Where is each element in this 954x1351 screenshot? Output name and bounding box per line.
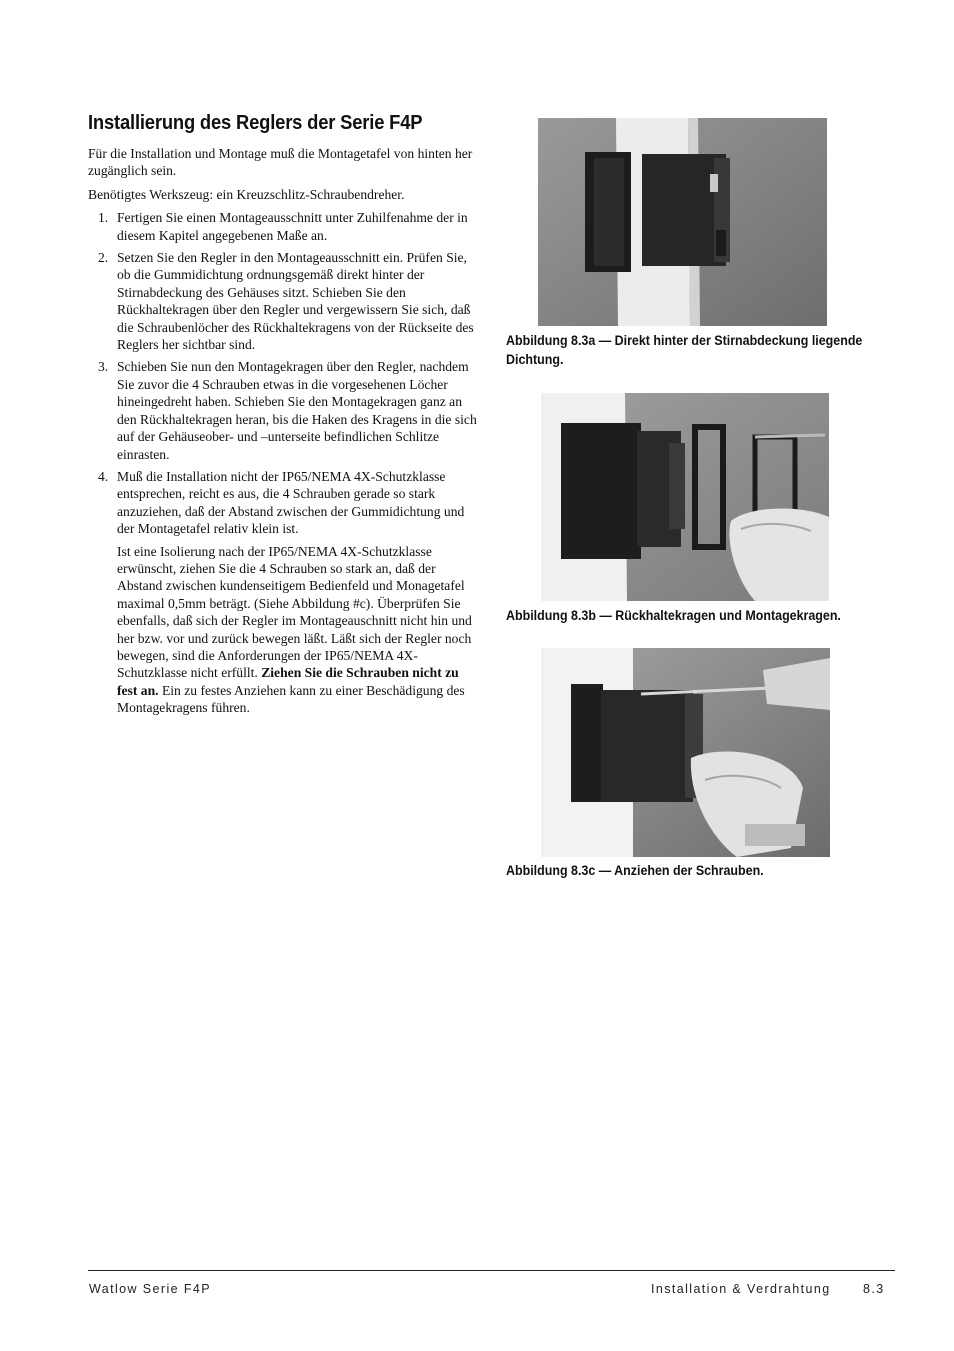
footer-right: Installation & Verdrahtung — [651, 1282, 831, 1296]
step-item — [98, 468, 480, 538]
figure-8-3a-caption: Abbildung 8.3a — Direkt hinter der Stirnabdeckung liegende Dichtung. — [506, 333, 863, 367]
step-number: 4. — [98, 468, 109, 484]
step-number: 3. — [98, 359, 109, 375]
collars-photo-illustration — [541, 393, 829, 601]
gasket-photo-illustration — [538, 118, 827, 326]
intro-paragraph: Für die Installation und Montage muß die Montagetafel von hinten her zugänglich sein. — [88, 146, 473, 179]
figure-8-3c-photo — [541, 648, 830, 857]
figure-8-3b-caption: Abbildung 8.3b — Rückhaltekragen und Montagekragen. — [506, 608, 841, 623]
step-item — [98, 358, 480, 462]
page-number: 8.3 — [863, 1282, 885, 1296]
installation-steps — [88, 209, 480, 537]
page-title: Installierung des Reglers der Serie F4P — [88, 112, 423, 134]
step-item — [98, 209, 480, 244]
step-item — [98, 249, 480, 353]
step-number: 1. — [98, 210, 109, 226]
step-text: Setzen Sie den Regler in den Montageausschnitt ein. Prüfen Sie, ob die Gummidichtung ordnungsgemäß direkt hinter der Stirnabdeckung des Gehäuses sitzt. Schieben Sie den Rückhaltekragen über den Regler und vergewissern Sie sich, daß die Schraubenlöcher des Rückhaltekragens von der Rückseite des Reglers her sichtbar sind. — [117, 250, 474, 353]
step-4-extra-text: Ist eine Isolierung nach der IP65/NEMA 4X-Schutzklasse erwünscht, ziehen Sie die 4 Schrauben so stark an, daß der Abstand zwischen kundenseitigem Bedienfeld und Monagetafel maximal 0,5mm beträgt. (Siehe Abbildung #c). Überprüfen Sie ebenfalls, daß sich der Regler im Montageauschnitt nicht hin und her bzw. vor und zurück bewegen läßt. Läßt sich der Regler noch bewegen, sind die Anforderungen der IP65/NEMA 4X-Schutzklasse nicht erfüllt. — [117, 543, 472, 681]
footer-left: Watlow Serie F4P — [89, 1282, 211, 1296]
step-text: Schieben Sie nun den Montagekragen über den Regler, nachdem Sie zuvor die 4 Schrauben etwas in die vorgesehenen Löcher hineingedreht haben. Schieben Sie den Montagekragen ganz an den Rückhaltekragen heran, bis die Haken des Kragens in die sich auf der Gehäuseober- und –unterseite befindlichen Schlitze einrasten. — [117, 359, 477, 462]
figure-8-3c-caption: Abbildung 8.3c — Anziehen der Schrauben. — [506, 863, 764, 878]
warning-bold-text: Ziehen Sie die Schrauben nicht zu fest an. — [117, 665, 459, 698]
figure-8-3a-photo — [538, 118, 827, 326]
footer-divider — [88, 1270, 895, 1271]
step-text: Fertigen Sie einen Montageausschnitt unter Zuhilfenahme der in diesem Kapitel angegebenen Maße an. — [117, 210, 468, 243]
step-4-extra-paragraph — [88, 543, 480, 717]
step-4-extra-text-end: Ein zu festes Anziehen kann zu einer Beschädigung des Montagekragens führen. — [117, 682, 465, 716]
step-number: 2. — [98, 250, 109, 266]
screwdriver-photo-illustration — [541, 648, 830, 857]
step-text: Muß die Installation nicht der IP65/NEMA 4X-Schutzklasse entsprechen, reicht es aus, die 4 Schrauben gerade so stark anzuziehen, daß der Abstand zwischen der Gummidichtung und der Montagetafel relativ klein ist. — [117, 468, 465, 537]
figure-8-3b-photo — [541, 393, 829, 601]
main-text-column — [88, 112, 480, 717]
tools-paragraph: Benötigtes Werkszeug: ein Kreuzschlitz-Schraubendreher. — [88, 186, 405, 202]
